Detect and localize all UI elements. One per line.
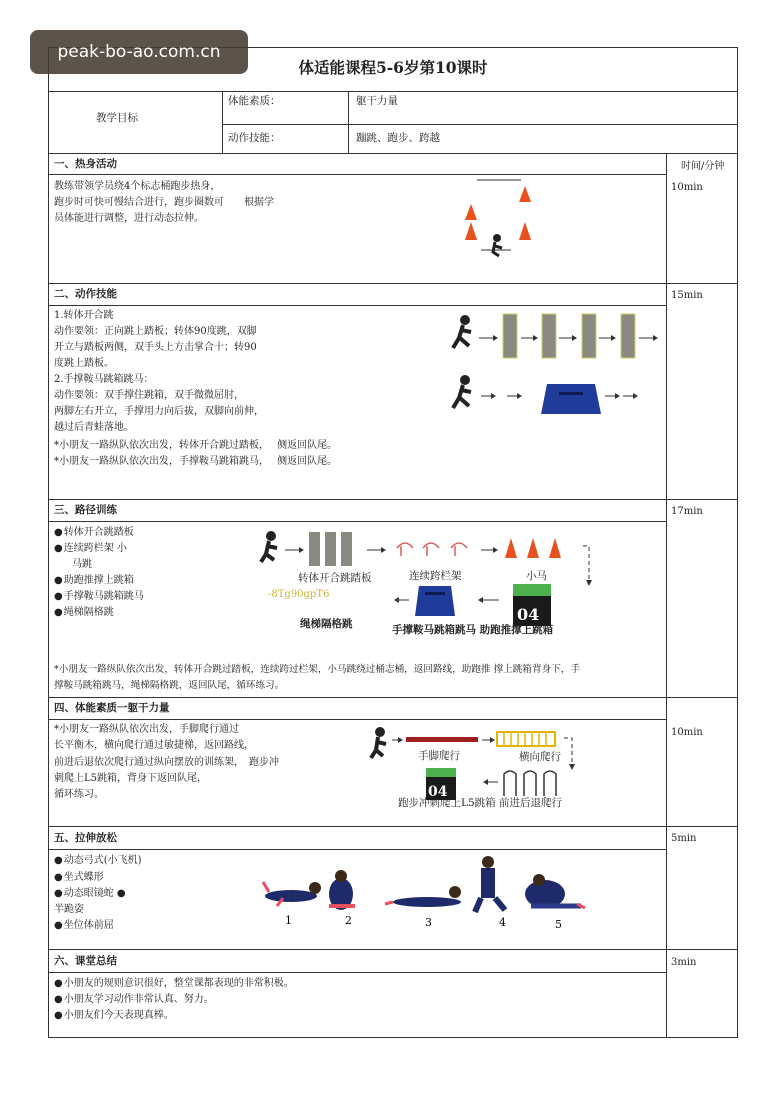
cone-icon	[465, 222, 477, 240]
s2-header-border	[48, 305, 666, 306]
s5-bullet-3-cont: 半跪姿	[54, 904, 84, 915]
s3-note-2: 撑鞍马跳箱跳马，绳梯隔格跳，返回队尾，循环练习。	[54, 680, 285, 691]
s5-time: 5min	[671, 833, 697, 844]
s2-line-10: *小朋友一路纵队依次出发，手撑鞍马跳箱跳马， 侧返回队尾。	[54, 456, 338, 467]
stretch-diagram	[255, 854, 590, 934]
s4-bottom-border	[48, 826, 738, 827]
goals-col1-border	[222, 91, 223, 153]
s5-bullet-3: ● 动态眼镜蛇 ●	[54, 886, 126, 901]
s3-bullet-5: ● 绳梯隔格跳	[54, 605, 114, 620]
s5-header-border	[48, 849, 666, 850]
stretch-pose-2-icon	[329, 870, 355, 910]
step-board-icon	[582, 314, 596, 358]
goals-label: 教学目标	[96, 112, 138, 124]
s4-time: 10min	[671, 727, 703, 738]
s5-bullet-1: ● 动态弓式(小飞机)	[54, 853, 142, 868]
time-col-border	[666, 153, 667, 1037]
step-board-icon	[309, 532, 320, 566]
cone-icon	[505, 538, 517, 558]
stretch-number-4: 4	[499, 916, 506, 929]
s4-header-border	[48, 719, 666, 720]
s6-bullet-1: ● 小朋友的规则意识很好，整堂课都表现的非常积极。	[54, 976, 294, 991]
s1-header-border	[48, 174, 666, 175]
s3-label-b: 连续跨栏架	[409, 570, 462, 582]
s4-line-4: 刺爬上L5跳箱，背身下返回队尾，	[54, 773, 208, 784]
s2-title: 二、动作技能	[54, 288, 117, 300]
step-board-icon	[341, 532, 352, 566]
cone-icon	[519, 186, 531, 202]
warmup-diagram	[455, 174, 555, 264]
s5-bullet-4: ● 坐位体前屈	[54, 918, 114, 933]
s2-line-7: 两脚左右开立，手撑用力向后拔，双脚向前伸，	[54, 406, 264, 417]
s3-label-a: 转体开合跳踏板	[298, 572, 372, 584]
goal-key-2: 动作技能：	[228, 132, 281, 144]
s3-bullet-3: ● 助跑推撑上跳箱	[54, 573, 134, 588]
s3-bullet-4: ● 手撑鞍马跳箱跳马	[54, 589, 144, 604]
s2-bottom-border	[48, 499, 738, 500]
s6-bullet-3: ● 小朋友们今天表现真棒。	[54, 1008, 174, 1023]
stretch-pose-5-icon	[525, 874, 585, 908]
s6-title: 六、课堂总结	[54, 955, 117, 967]
child-runner-icon	[453, 315, 471, 348]
s6-header-border	[48, 972, 666, 973]
stretch-pose-3-icon	[385, 886, 461, 907]
s2-line-2: 动作要领：正向跳上踏板；转体90度跳，双脚	[54, 326, 257, 337]
stretch-number-3: 3	[425, 916, 432, 929]
s1-line-1: 教练带领学员绕4个标志桶跑步热身，	[54, 181, 221, 192]
child-runner-icon	[493, 234, 502, 256]
s2-line-3: 开立与踏板两侧，双手头上方击掌合十；转90	[54, 342, 257, 353]
goals-col2-border	[348, 91, 349, 153]
goal-value-1: 躯干力量	[356, 95, 398, 107]
s3-label-c: 小马	[526, 570, 547, 582]
goals-bottom-border	[48, 153, 738, 154]
s2-time: 15min	[671, 290, 703, 301]
goal-key-1: 体能素质：	[228, 95, 281, 107]
table-left-border	[48, 47, 49, 1037]
step-board-icon	[325, 532, 336, 566]
vault-box-number: 04	[428, 784, 448, 800]
crawl-frame-icon	[504, 771, 556, 796]
vault-box-icon	[513, 584, 551, 626]
title-bottom-border	[48, 91, 738, 92]
s4-title: 四、体能素质一躯干力量	[54, 702, 170, 714]
vault-box-number: 04	[517, 605, 540, 624]
s5-title: 五、拉伸放松	[54, 832, 117, 844]
core-strength-diagram	[368, 724, 598, 804]
stretch-number-5: 5	[555, 918, 562, 931]
s3-note-1: *小朋友一路纵队依次出发，转体开合跳过踏板，连续跨过栏架，小马跳绕过桶志桶，返回路线，助跑推 撑上跳箱背身下，手	[54, 664, 580, 675]
child-runner-icon	[261, 531, 277, 562]
s4-line-2: 长平衡木，横向爬行通过敏捷梯，返回路线，	[54, 740, 254, 751]
s4-line-1: *小朋友一路纵队依次出发，手脚爬行通过	[54, 724, 239, 735]
s2-line-1: 1.转体开合跳	[54, 310, 114, 321]
skills-diagram	[445, 308, 665, 418]
s3-time: 17min	[671, 506, 703, 517]
s4-line-5: 循环练习。	[54, 789, 104, 800]
s4-label-a: 手脚爬行	[418, 750, 460, 762]
goals-mid-border	[222, 124, 738, 125]
s3-header-border	[48, 521, 666, 522]
s3-title: 三、路径训练	[54, 504, 117, 516]
goal-value-2: 蹦跳、跑步、跨越	[356, 132, 440, 144]
s3-label-d: -8Tg90gpT6	[268, 589, 330, 600]
s2-line-4: 度跳上踏板。	[54, 358, 114, 369]
s4-label-c: 跑步冲刺爬上L5跳箱 前进后退爬行	[398, 797, 562, 809]
s3-bullet-2-cont: 马跳	[72, 559, 92, 570]
step-board-icon	[542, 314, 556, 358]
time-header: 时间/分钟	[681, 161, 725, 172]
stretch-pose-4-icon	[475, 856, 505, 912]
cone-icon	[527, 538, 539, 558]
child-runner-icon	[371, 727, 386, 758]
balance-beam-icon	[406, 737, 478, 742]
s1-time: 10min	[671, 182, 703, 193]
s1-title: 一、热身活动	[54, 158, 117, 170]
cone-icon	[465, 204, 477, 220]
s5-bottom-border	[48, 949, 738, 950]
s5-bullet-2: ● 坐式蝶形	[54, 870, 104, 885]
s4-line-3: 前进后退依次爬行通过纵向摆放的训练架， 跑步冲	[54, 757, 279, 768]
vault-mat-icon	[541, 384, 601, 414]
vault-mat-icon	[415, 586, 455, 616]
stretch-number-2: 2	[345, 914, 352, 927]
s4-label-b: 横向爬行	[519, 751, 561, 763]
cone-icon	[519, 222, 531, 240]
s3-bullet-2: ● 连续跨栏架 小	[54, 541, 127, 556]
table-right-border	[737, 47, 738, 1037]
s2-line-5: 2.手撑鞍马跳箱跳马：	[54, 374, 154, 385]
step-board-icon	[503, 314, 517, 358]
s3-label-e: 绳梯隔格跳	[300, 618, 353, 630]
s6-time: 3min	[671, 957, 697, 968]
watermark: peak-bo-ao.com.cn	[30, 30, 248, 74]
s2-line-9: *小朋友一路纵队依次出发，转体开合跳过踏板， 侧返回队尾。	[54, 440, 338, 451]
hurdle-icon	[397, 543, 467, 556]
s2-line-8: 越过后青蛙落地。	[54, 422, 134, 433]
s1-bottom-border	[48, 283, 738, 284]
child-runner-icon	[453, 375, 471, 408]
table-bottom-border	[48, 1037, 738, 1038]
s2-line-6: 动作要领：双手撑住跳箱，双手微微屈肘，	[54, 390, 244, 401]
s1-line-2: 跑步时可快可慢结合进行，跑步圈数可 根据学	[54, 197, 274, 208]
s6-bullet-2: ● 小朋友学习动作非常认真、努力。	[54, 992, 214, 1007]
s3-bullet-1: ● 转体开合跳踏板	[54, 525, 134, 540]
stretch-number-1: 1	[285, 914, 292, 927]
s1-line-3: 员体能进行调整，进行动态拉伸。	[54, 213, 204, 224]
s3-bottom-border	[48, 697, 738, 698]
cone-icon	[549, 538, 561, 558]
page-title: 体适能课程5-6岁第10课时	[298, 58, 488, 77]
s3-label-f: 手撑鞍马跳箱跳马 助跑推撑上跳箱	[392, 624, 554, 636]
step-board-icon	[621, 314, 635, 358]
stretch-pose-1-icon	[263, 882, 321, 906]
